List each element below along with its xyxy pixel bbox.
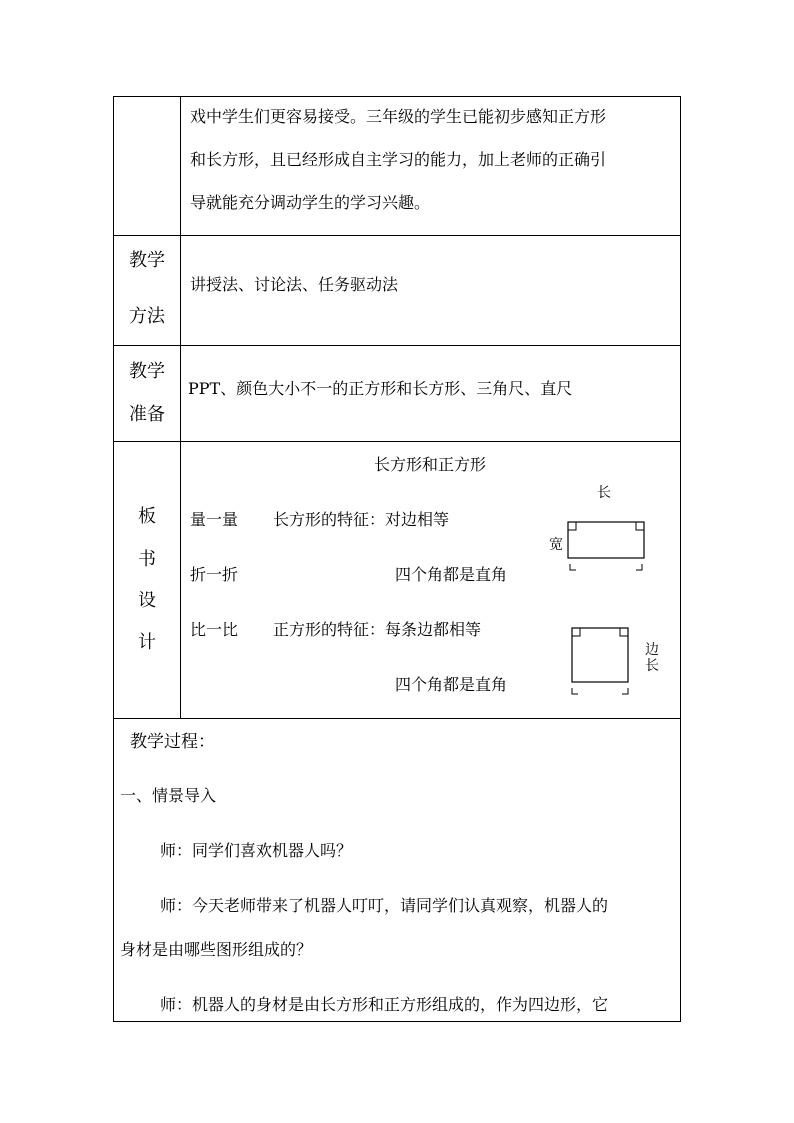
square-side-label: 长 <box>645 658 659 674</box>
board-label-char: 计 <box>138 632 156 653</box>
dialogue-paragraph: 师：今天老师带来了机器人叮叮，请同学们认真观察，机器人的 <box>160 896 609 915</box>
right-angle-mark <box>570 564 576 570</box>
table-border-bottom <box>113 1021 681 1022</box>
row-divider <box>113 235 681 236</box>
row-divider <box>113 718 681 719</box>
method-label-1: 教学 <box>129 250 165 271</box>
board-title: 长方形和正方形 <box>373 455 486 474</box>
board-label-char: 设 <box>138 590 156 611</box>
board-feature: 长方形的特征：对边相等 <box>273 510 450 529</box>
right-angle-mark <box>636 564 642 570</box>
right-angle-mark <box>572 688 578 694</box>
rectangle-figure <box>566 518 648 576</box>
board-label-char: 板 <box>138 506 156 527</box>
right-angle-mark <box>620 628 628 636</box>
square-figure <box>568 624 634 696</box>
analysis-line: 戏中学生们更容易接受。三年级的学生已能初步感知正方形 <box>190 107 607 126</box>
board-label-char: 书 <box>138 549 156 570</box>
dialogue-paragraph: 身材是由哪些图形组成的？ <box>120 940 313 959</box>
rectangle-shape <box>568 522 644 558</box>
method-content: 讲授法、讨论法、任务驱动法 <box>190 275 399 294</box>
prep-content: PPT、颜色大小不一的正方形和长方形、三角尺、直尺 <box>188 379 573 398</box>
board-feature: 四个角都是直角 <box>395 675 508 694</box>
analysis-line: 和长方形，且已经形成自主学习的能力，加上老师的正确引 <box>190 150 607 169</box>
process-heading: 教学过程： <box>130 732 215 752</box>
method-label-2: 方法 <box>129 306 165 327</box>
analysis-line: 导就能充分调动学生的学习兴趣。 <box>190 193 431 212</box>
prep-label-1: 教学 <box>129 361 165 382</box>
board-action: 比一比 <box>190 620 239 639</box>
rect-width-label: 宽 <box>549 537 563 553</box>
rect-length-label: 长 <box>597 485 611 501</box>
square-side-label: 边 <box>645 642 659 658</box>
right-angle-mark <box>568 522 576 530</box>
right-angle-mark <box>636 522 644 530</box>
row-divider <box>113 345 681 346</box>
dialogue-paragraph: 师：同学们喜欢机器人吗？ <box>160 841 353 860</box>
board-action: 折一折 <box>190 565 239 584</box>
dialogue-paragraph: 师：机器人的身材是由长方形和正方形组成的，作为四边形，它 <box>160 995 609 1014</box>
section-heading: 一、情景导入 <box>120 786 217 805</box>
right-angle-mark <box>622 688 628 694</box>
table-column-divider <box>180 96 181 718</box>
right-angle-mark <box>572 628 580 636</box>
board-action: 量一量 <box>190 510 239 529</box>
board-feature: 四个角都是直角 <box>395 565 508 584</box>
table-border-top <box>113 96 681 97</box>
row-divider <box>113 441 681 442</box>
board-feature: 正方形的特征：每条边都相等 <box>273 620 482 639</box>
prep-label-2: 准备 <box>129 404 165 425</box>
